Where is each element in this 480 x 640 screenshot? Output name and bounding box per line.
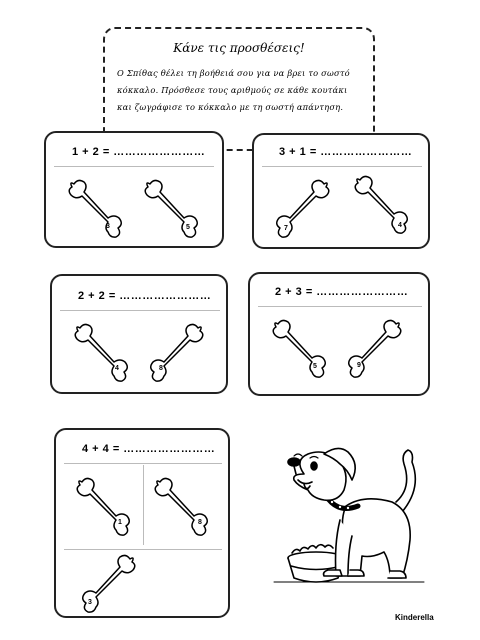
bone-number: 8 — [198, 519, 202, 526]
bone-icon — [268, 318, 330, 380]
bone-icon — [70, 322, 132, 384]
instructions-text — [115, 65, 363, 116]
bone-number: 8 — [159, 365, 163, 372]
bone-number: 5 — [186, 224, 190, 231]
instructions-line: κόκκαλο. Πρόσθεσε τους αριθμούς σε κάθε κουτάκι — [117, 85, 348, 95]
bone-3b[interactable] — [78, 553, 140, 615]
bone-icon — [64, 178, 126, 240]
instructions-line: και ζωγράφισε το κόκκαλο με τη σωστή απάντηση. — [117, 102, 344, 112]
bone-4[interactable] — [350, 174, 412, 236]
equation-2: 3 + 1 = …………………… — [279, 146, 413, 158]
bone-number: 5 — [313, 363, 317, 370]
bone-number: 4 — [115, 365, 119, 372]
bone-number: 3 — [106, 223, 110, 230]
bone-icon — [350, 174, 412, 236]
equation-3: 2 + 2 = …………………… — [78, 290, 212, 302]
bone-8b[interactable] — [150, 476, 212, 538]
bone-icon — [72, 476, 134, 538]
equation-1: 1 + 2 = …………………… — [72, 146, 206, 158]
bone-8[interactable] — [146, 322, 208, 384]
bone-number: 4 — [398, 222, 402, 229]
bone-5[interactable] — [140, 178, 202, 240]
bone-number: 3 — [88, 599, 92, 606]
dog-illustration — [264, 440, 430, 590]
bone-icon — [344, 318, 406, 380]
bone-1[interactable] — [72, 476, 134, 538]
bone-number: 7 — [284, 225, 288, 232]
bone-icon — [140, 178, 202, 240]
bone-icon — [150, 476, 212, 538]
equation-5: 4 + 4 = …………………… — [82, 443, 216, 455]
bone-7[interactable] — [272, 178, 334, 240]
bone-3[interactable] — [64, 178, 126, 240]
bone-5b[interactable] — [268, 318, 330, 380]
bone-number: 1 — [118, 519, 122, 526]
bone-9[interactable] — [344, 318, 406, 380]
instructions-line: Ο Σπίθας θέλει τη βοήθειά σου για να βρει το σωστό — [117, 68, 350, 78]
credit-text: Kinderella — [395, 613, 434, 622]
bone-4b[interactable] — [70, 322, 132, 384]
bone-icon — [146, 322, 208, 384]
bone-number: 9 — [357, 362, 361, 369]
equation-4: 2 + 3 = …………………… — [275, 286, 409, 298]
worksheet-title: Κάνε τις προσθέσεις! — [173, 41, 305, 55]
bone-icon — [272, 178, 334, 240]
